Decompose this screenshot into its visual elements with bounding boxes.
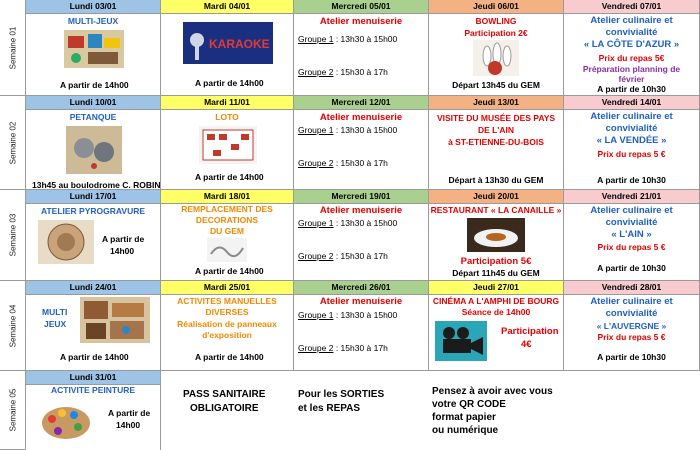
sorties-line1: Pour les SORTIES (298, 389, 385, 400)
activity-title: Atelier menuiserie (319, 112, 403, 123)
activity-title: ACTIVITE PEINTURE (50, 385, 136, 395)
activity-title-line1: MULTI (42, 307, 68, 317)
activity-title-line1: VISITE DU MUSÉE DES PAYS (436, 113, 556, 123)
activity-title: Atelier menuiserie (319, 296, 403, 307)
group-1-time: Groupe 1 : 13h30 à 15h00 (298, 125, 398, 135)
activity-title: RESTAURANT « LA CANAILLE » (430, 205, 562, 215)
day-header: Mercredi 19/01 (294, 190, 428, 204)
activity-price-line1: Participation (501, 326, 559, 337)
cell-w1-tuesday (161, 0, 294, 96)
activity-price: Participation 2€ (464, 28, 528, 38)
activity-title-line1: ACTIVITES MANUELLES (177, 296, 277, 306)
activity-title-line1: Atelier culinaire et (590, 296, 673, 307)
day-header: Vendredi 07/01 (564, 0, 699, 14)
restaurant-image (467, 218, 525, 252)
day-header: Jeudi 27/01 (429, 281, 563, 295)
pass-sanitaire-line2: OBLIGATOIRE (190, 403, 259, 414)
cell-w2-wednesday (294, 96, 429, 190)
activity-time-line1: A partir de (108, 408, 151, 418)
activity-title-line3: DU GEM (210, 226, 244, 236)
extra-line2: février (618, 74, 645, 84)
day-header: Mardi 04/01 (161, 0, 293, 14)
day-header: Mercredi 26/01 (294, 281, 428, 295)
cell-w3-wednesday (294, 190, 429, 281)
week-label-1: Semaine 01 (0, 0, 26, 96)
activity-time: A partir de 10h30 (597, 175, 666, 185)
week-label-5: Semaine 05 (0, 371, 26, 450)
week-label-3: Semaine 03 (0, 190, 26, 281)
cell-w3-monday (26, 190, 161, 281)
activity-title-line2: DE L'AIN (477, 125, 515, 135)
activity-title-line1: Atelier culinaire et (590, 15, 673, 26)
group-2-time: Groupe 2 : 15h30 à 17h (298, 343, 388, 353)
activity-title-line2: DECORATIONS (195, 215, 259, 225)
group-1-time: Groupe 1 : 13h30 à 15h00 (298, 310, 398, 320)
cell-w4-tuesday (161, 281, 294, 371)
qr-code-line4: ou numérique (432, 425, 499, 436)
extra-line1: Préparation planning de (582, 64, 681, 74)
cell-w4-wednesday (294, 281, 429, 371)
group-2-time: Groupe 2 : 15h30 à 17h (298, 67, 388, 77)
week-label-2: Semaine 02 (0, 96, 26, 190)
activity-time: A partir de 14h00 (60, 352, 129, 362)
day-header: Mardi 11/01 (161, 96, 293, 110)
activity-time-line2: 14h00 (110, 246, 135, 256)
activity-location: 13h45 au boulodrome C. ROBIN (32, 180, 161, 190)
cell-w2-friday (564, 96, 700, 190)
karaoke-logo-text: KARAOKE (209, 37, 270, 51)
activity-title-line2: convivialité (605, 123, 658, 134)
cell-w4-monday (26, 281, 161, 371)
meal-price: Prix du repas 5 € (597, 242, 666, 252)
activity-title: BOWLING (475, 16, 517, 26)
petanque-image (66, 126, 122, 174)
activity-title-line2: JEUX (44, 319, 67, 329)
day-header: Vendredi 14/01 (564, 96, 699, 110)
day-header: Vendredi 21/01 (564, 190, 699, 204)
meal-price: Prix du repas 5€ (598, 53, 665, 63)
week-label-4: Semaine 04 (0, 281, 26, 371)
cell-w1-thursday (429, 0, 564, 96)
cell-w1-wednesday (294, 0, 429, 96)
sorties-line2: et les REPAS (298, 403, 361, 414)
day-header: Jeudi 13/01 (429, 96, 563, 110)
day-header: Mardi 18/01 (161, 190, 293, 204)
qr-code-line2: votre QR CODE (432, 399, 506, 410)
activity-title-line2: convivialité (605, 308, 658, 319)
activity-time: A partir de 14h00 (195, 266, 264, 276)
cell-w5-monday (26, 371, 161, 450)
day-header: Mercredi 05/01 (294, 0, 428, 14)
qr-code-line3: format papier (432, 412, 496, 423)
cell-w3-thursday (429, 190, 564, 281)
cell-w4-thursday (429, 281, 564, 371)
activity-departure: Départ 11h45 du GEM (452, 268, 540, 278)
group-1-time: Groupe 1 : 13h30 à 15h00 (298, 218, 398, 228)
bowling-image (473, 40, 519, 76)
activity-time: A partir de 14h00 (195, 172, 264, 182)
day-header: Vendredi 28/01 (564, 281, 699, 295)
cell-w2-monday (26, 96, 161, 190)
board-games-image (64, 30, 124, 68)
day-header: Lundi 03/01 (26, 0, 160, 14)
activity-time: A partir de 10h30 (597, 352, 666, 362)
cell-w2-thursday (429, 96, 564, 190)
day-header: Mercredi 12/01 (294, 96, 428, 110)
day-header: Jeudi 20/01 (429, 190, 563, 204)
activity-departure: Départ 13h45 du GEM (452, 80, 540, 90)
activity-theme: « LA CÔTE D'AZUR » (583, 39, 680, 50)
day-header: Lundi 10/01 (26, 96, 160, 110)
group-1-time: Groupe 1 : 13h30 à 15h00 (298, 34, 398, 44)
activity-title-line1: REMPLACEMENT DES (181, 204, 273, 214)
cell-w4-friday (564, 281, 700, 371)
cell-w3-tuesday (161, 190, 294, 281)
cell-w2-tuesday (161, 96, 294, 190)
group-2-time: Groupe 2 : 15h30 à 17h (298, 251, 388, 261)
activity-title-line1: Atelier culinaire et (590, 205, 673, 216)
activity-theme: « L'AIN » (611, 229, 652, 240)
cell-w1-monday (26, 0, 161, 96)
activity-title-line2: convivialité (605, 217, 658, 228)
cell-w3-friday (564, 190, 700, 281)
qr-code-line1: Pensez à avoir avec vous (432, 386, 553, 397)
activity-title: CINÉMA A L'AMPHI DE BOURG (432, 296, 560, 306)
activity-time-line1: A partir de (102, 234, 145, 244)
activity-time: A partir de 10h30 (597, 84, 666, 94)
day-header: Lundi 17/01 (26, 190, 160, 204)
activity-title: Atelier menuiserie (319, 16, 403, 27)
day-header: Mardi 25/01 (161, 281, 293, 295)
pass-sanitaire-line1: PASS SANITAIRE (183, 389, 266, 400)
activity-departure: Départ à 13h30 du GEM (448, 175, 544, 185)
pyrography-image (38, 220, 94, 264)
karaoke-image (183, 22, 273, 64)
day-header: Jeudi 06/01 (429, 0, 563, 14)
paint-palette-image (38, 399, 94, 443)
meal-price: Prix du repas 5 € (597, 149, 666, 159)
activity-title-line2: DIVERSES (205, 307, 249, 317)
activity-subtitle-line2: d'exposition (202, 330, 252, 340)
day-header: Lundi 31/01 (26, 371, 160, 385)
activity-title-line3: à ST-ETIENNE-DU-BOIS (448, 137, 544, 147)
activity-title: PETANQUE (69, 112, 117, 122)
activity-time: A partir de 14h00 (60, 80, 129, 90)
activity-theme: « L'AUVERGNE » (596, 321, 667, 331)
activity-time: A partir de 10h30 (597, 263, 666, 273)
activity-subtitle-line1: Réalisation de panneaux (177, 319, 277, 329)
activity-theme: « LA VENDÉE » (596, 135, 667, 146)
board-games-image (80, 297, 150, 343)
meal-price: Prix du repas 5 € (597, 332, 666, 342)
decorations-image (207, 238, 247, 262)
group-2-time: Groupe 2 : 15h30 à 17h (298, 158, 388, 168)
activity-time: A partir de 14h00 (195, 352, 264, 362)
activity-title: MULTI-JEUX (67, 16, 119, 26)
activity-title: Atelier menuiserie (319, 205, 403, 216)
cinema-projector-image (435, 321, 487, 361)
activity-title-line1: Atelier culinaire et (590, 111, 673, 122)
activity-price: Participation 5€ (460, 256, 532, 267)
activity-title: ATELIER PYROGRAVURE (40, 206, 146, 216)
day-header: Lundi 24/01 (26, 281, 160, 295)
activity-time-line2: 14h00 (116, 420, 141, 430)
loto-image (199, 126, 257, 164)
activity-time: A partir de 14h00 (195, 78, 264, 88)
activity-title-line2: convivialité (605, 27, 658, 38)
cell-w1-friday (564, 0, 700, 96)
activity-title: LOTO (215, 112, 239, 122)
activity-price-line2: 4€ (521, 339, 532, 350)
activity-subtitle: Séance de 14h00 (461, 307, 531, 317)
